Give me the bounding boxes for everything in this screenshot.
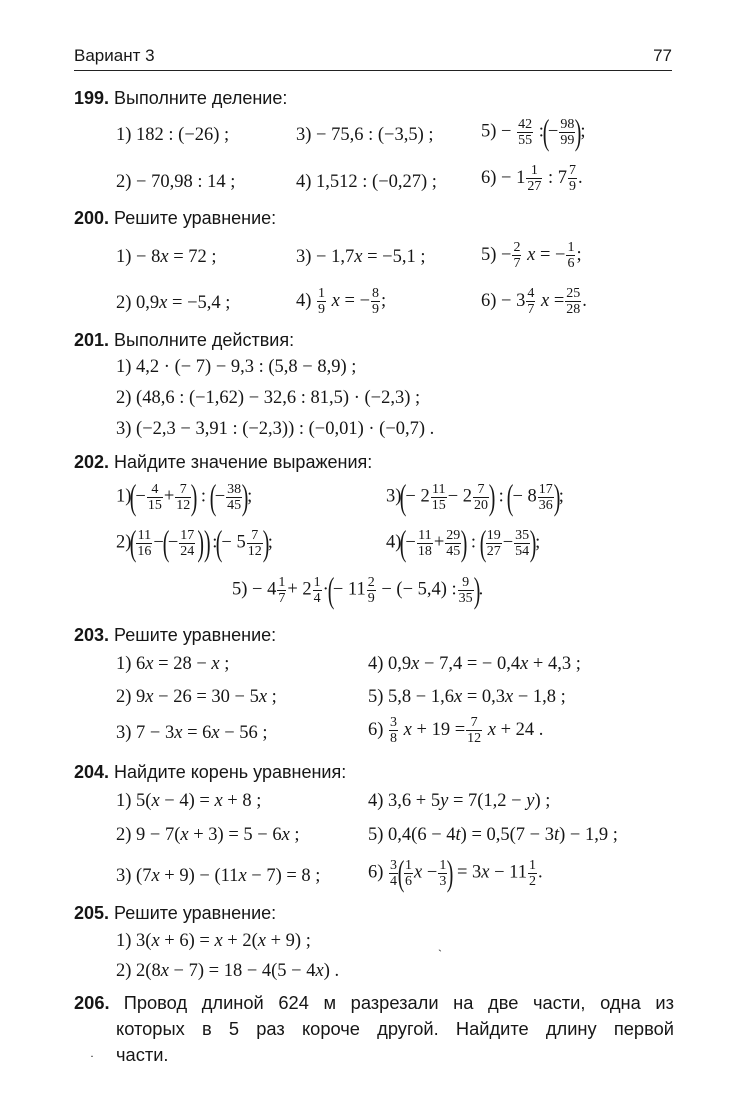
problem-204-item-6: 6) $\frac{3}{4}$ ( $\frac{1}{6}$ x − $\frac{1}{3}$ ) = 3x − 11 $\frac{1}{2}$ . [368,853,543,893]
fraction: $\frac{1}{9}$ [318,286,326,318]
problem-number: 206. [74,992,110,1013]
problem-text: Решите уравнение: [114,208,277,228]
problem-text: Найдите корень уравнения: [114,762,347,782]
fraction: $\frac{7}{9}$ [569,163,576,195]
problem-200-item-6: 6) − 3 $\frac{4}{7}$ x = $\frac{25}{28}$ . [481,286,587,318]
problem-206-line-2: которых в 5 раз короче другой. Найдите длину первой [116,1018,674,1039]
problem-204-item-4: 4) 3,6 + 5y = 7(1,2 − y) ; [368,791,551,811]
problem-199-item-6: 6) − 1 $\frac{1}{27}$ : 7 $\frac{7}{9}$ . [481,163,583,195]
problem-number: 201. [74,330,110,350]
problem-199-item-1: 1) 182 : (−26) ; [116,125,230,145]
problem-202-item-4: 4)(− $\frac{11}{18}$ + $\frac{29}{45}$ ) : ( $\frac{19}{27}$ − $\frac{35}{54}$ ); [386,523,541,563]
problem-203-item-6: 6) $\frac{3}{8}$ x + 19 = $\frac{7}{12}$ x + 24 . [368,715,544,747]
problem-203-item-3: 3) 7 − 3x = 6x − 56 ; [116,723,268,743]
fraction: $\frac{4}{7}$ [527,286,535,318]
fraction: $\frac{42}{55}$ [518,116,533,148]
problem-number: 200. [74,208,110,228]
problem-text: Решите уравнение: [114,903,277,923]
problem-205-item-2: 2) 2(8x − 7) = 18 − 4(5 − 4x) . [116,961,340,981]
problem-number: 204. [74,762,110,782]
problem-text: Выполните действия: [114,330,295,350]
problem-204-item-5: 5) 0,4(6 − 4t) = 0,5(7 − 3t) − 1,9 ; [368,825,618,845]
problem-text: Выполните деление: [114,88,288,108]
problem-204-item-3: 3) (7x + 9) − (11x − 7) = 8 ; [116,866,321,886]
problem-203-title [74,625,276,646]
page-header [74,44,672,71]
stray-mark: ˎ [438,938,442,952]
stray-dot: · [90,1049,94,1063]
problem-200-item-2: 2) 0,9x = −5,4 ; [116,293,231,313]
problem-204-title [74,762,346,783]
problem-202-title [74,452,372,473]
problem-199-item-3: 3) − 75,6 : (−3,5) ; [296,125,434,145]
problem-199-item-5: 5) − $\frac{42}{55}$ :(− $\frac{98}{99}$ ); [481,112,586,152]
problem-205-item-1: 1) 3(x + 6) = x + 2(x + 9) ; [116,931,311,951]
problem-203-item-2: 2) 9x − 26 = 30 − 5x ; [116,687,277,707]
problem-204-item-2: 2) 9 − 7(x + 3) = 5 − 6x ; [116,825,300,845]
problem-201-item-3: 3) (−2,3 − 3,91 : (−2,3)) : (−0,01) · (−0,7) . [116,419,435,439]
fraction: $\frac{1}{27}$ [527,163,542,195]
fraction: $\frac{2}{7}$ [513,240,521,272]
problem-202-item-1: 1)(− $\frac{4}{15}$ + $\frac{7}{12}$ ) : (− $\frac{38}{45}$ ); [116,477,253,517]
problem-200-item-3: 3) − 1,7x = −5,1 ; [296,247,426,267]
problem-206 [74,990,674,1068]
problem-201-title [74,330,294,351]
problem-206-line-3: части. [116,1044,169,1065]
problem-199-item-2: 2) − 70,98 : 14 ; [116,172,236,192]
problem-201-item-1: 1) 4,2 · (− 7) − 9,3 : (5,8 − 8,9) ; [116,357,357,377]
problem-number: 199. [74,88,110,108]
problem-number: 203. [74,625,110,645]
fraction: $\frac{8}{9}$ [372,286,380,318]
problem-202-item-2: 2)( $\frac{11}{16}$ −(− $\frac{17}{24}$ )):(− 5 $\frac{7}{12}$ ); [116,523,273,563]
problem-202-item-5: 5) − 4 $\frac{1}{7}$ + 2 $\frac{1}{4}$ ·(− 11 $\frac{2}{9}$ − (− 5,4) : $\frac{9}{35}$ ). [232,570,484,610]
problem-number: 205. [74,903,110,923]
problem-201-item-2: 2) (48,6 : (−1,62) − 32,6 : 81,5) · (−2,3) ; [116,388,421,408]
problem-205-title [74,903,276,924]
fraction: $\frac{98}{99}$ [560,116,575,148]
problem-200-title [74,208,276,229]
problem-text: Найдите значение выражения: [114,452,373,472]
problem-203-item-4: 4) 0,9x − 7,4 = − 0,4x + 4,3 ; [368,654,581,674]
problem-text: Решите уравнение: [114,625,277,645]
fraction: $\frac{25}{28}$ [566,286,581,318]
problem-204-item-1: 1) 5(x − 4) = x + 8 ; [116,791,262,811]
problem-199-item-4: 4) 1,512 : (−0,27) ; [296,172,437,192]
right-paren: ) [575,112,582,152]
page-number: 77 [653,46,672,65]
left-paren: ( [542,112,550,152]
problem-206-line-1: 206. Провод длиной 624 м разрезали на две части, одна из [74,992,674,1013]
problem-203-item-1: 1) 6x = 28 − x ; [116,654,230,674]
problem-202-item-3: 3)(− 2 $\frac{11}{15}$ − 2 $\frac{7}{20}$ ) : (− 8 $\frac{17}{36}$ ); [386,477,564,517]
problem-200-item-5: 5) − $\frac{2}{7}$ x = − $\frac{1}{6}$ ; [481,240,582,272]
problem-203-item-5: 5) 5,8 − 1,6x = 0,3x − 1,8 ; [368,687,566,707]
fraction: $\frac{1}{6}$ [567,240,575,272]
problem-200-item-4: 4) $\frac{1}{9}$ x = − $\frac{8}{9}$ ; [296,286,387,318]
variant-label: Вариант 3 [74,46,155,65]
problem-199-title [74,88,287,109]
problem-number: 202. [74,452,110,472]
problem-200-item-1: 1) − 8x = 72 ; [116,247,217,267]
